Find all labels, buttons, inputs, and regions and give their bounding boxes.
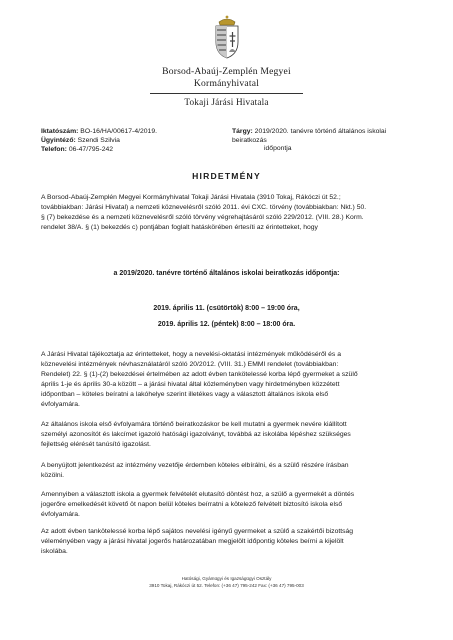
body-line: időpontban – köteles beíratni a lakóhelye szerint illetékes vagy a választott általános iskola első (41, 391, 329, 399)
body-line: véleményében vagy a járási hivatal jogerős határozatában megjelölt időpontig köteles beírni a kijelölt (41, 538, 344, 546)
body-line: iskolába. (41, 548, 68, 556)
body-line: köznevelési intézmények névhasználatáról szóló 20/2012. (VIII. 31.) EMMI rendelet (továbbiakban: (41, 361, 339, 369)
ugyintezo-label: Ügyintéző: (41, 137, 76, 144)
body-paragraph-1 (41, 350, 413, 411)
telefon-label: Telefon: (41, 146, 67, 153)
org-name-line1: Borsod-Abaúj-Zemplén Megyei (162, 66, 291, 77)
body-line: évfolyamára. (41, 401, 80, 409)
body-line: jogerőre emelkedését követő öt napon belül köteles beírratni a kötelező felvételt biztosító iskola első (41, 501, 343, 509)
date-line-1: 2019. április 11. (csütörtök) 8:00 – 19:00 óra, (153, 305, 300, 312)
beiratkozas-subheading: a 2019/2020. tanévre történő általános iskolai beiratkozás időpontja: (113, 270, 340, 277)
intro-paragraph (41, 193, 413, 233)
intro-line: rendelet 38/A. § (1) bekezdés c) pontjában foglalt hatáskörében értesíti az érintetteket, hogy (41, 224, 318, 232)
body-line: Az általános iskola első évfolyamára történő beiratkozáskor be kell mutatni a gyermek nevére kiállított (41, 421, 347, 428)
footer-address: 3910 Tokaj, Rákóczi út 52. Telefon: (+36 47) 795-242 Fax: (+36 47) 795-003 (149, 583, 304, 588)
body-line: évfolyamára. (41, 511, 80, 519)
targy-value-line2: időpontja (264, 145, 292, 153)
ugyintezo-row (41, 137, 120, 146)
footer-department: Hatósági, Gyámügyi és Igazságügyi Osztály (181, 576, 272, 581)
intro-line: továbbiakban: Járási Hivatal) a nemzeti köznevelésről szóló 2011. évi CXC. törvény (továbbiakban: Nkt.) 50. (41, 204, 367, 212)
date-line-2: 2019. április 12. (péntek) 8:00 – 18:00 óra. (157, 321, 296, 328)
header-divider (150, 93, 303, 94)
intro-line: § (7) bekezdése és a nemzeti köznevelésről szóló törvény végrehajtásáról szóló 229/2012. (VIII. 28.) Korm. (41, 214, 364, 222)
coat-of-arms-icon (210, 14, 244, 60)
telefon-value: 06-47/795-242 (68, 146, 114, 153)
body-line: közölni. (41, 472, 65, 480)
intro-line: A Borsod-Abaúj-Zemplén Megyei Kormányhivatal Tokaji Járási Hivatala (3910 Tokaj, Rákóczi út 52.; (41, 194, 341, 201)
targy-value-line1: 2019/2020. tanévre történő általános iskolai beiratkozás (232, 128, 387, 144)
body-paragraph-5 (41, 527, 413, 557)
body-line: Az adott évben tankötelessé korba lépő sajátos nevelési igényű gyermeket a szülő a szakértői bizottság (41, 528, 354, 535)
body-line: személyi azonosítót és lakcímet igazoló hatósági igazolványt, továbbá az iskolába lépéshez szükséges (41, 431, 351, 439)
body-paragraph-4 (41, 490, 413, 520)
ugyintezo-value: Szendi Szilvia (77, 137, 120, 144)
document-title: HIRDETMÉNY (192, 171, 261, 181)
body-paragraph-3 (41, 461, 413, 481)
body-line: Rendelet) 22. § (1)-(2) bekezdései értelmében az adott évben tankötelessé korba lépő gyermeket a szülő (41, 371, 358, 379)
body-line: A benyújtott jelentkezést az intézmény vezetője érdemben köteles elbírálni, és a szülő részére írásban (41, 462, 349, 469)
iktatoszam-value: BO-16/HA/00617-4/2019. (80, 128, 158, 135)
org-name-line3: Tokaji Járási Hivatala (184, 97, 269, 107)
targy-label: Tárgy: (232, 128, 253, 135)
body-line: Amennyiben a választott iskola a gyermek felvételét elutasító döntést hoz, a szülő a gyermekét a döntés (41, 491, 355, 498)
body-line: április 1-je és április 30-a között – a járási hivatal által közleményben vagy hirdetményben közzétett (41, 381, 340, 389)
iktatoszam-label: Iktatószám: (41, 128, 79, 135)
body-line: fejlettség elérését tanúsító igazolást. (41, 441, 151, 449)
iktatoszam-row (41, 128, 157, 137)
org-name-line2: Kormányhivatal (193, 78, 260, 89)
telefon-row (41, 146, 113, 155)
targy-block (232, 128, 422, 154)
body-paragraph-2 (41, 420, 413, 450)
body-line: A Járási Hivatal tájékoztatja az érintetteket, hogy a nevelési-oktatási intézmények működéséről és a (41, 351, 341, 358)
